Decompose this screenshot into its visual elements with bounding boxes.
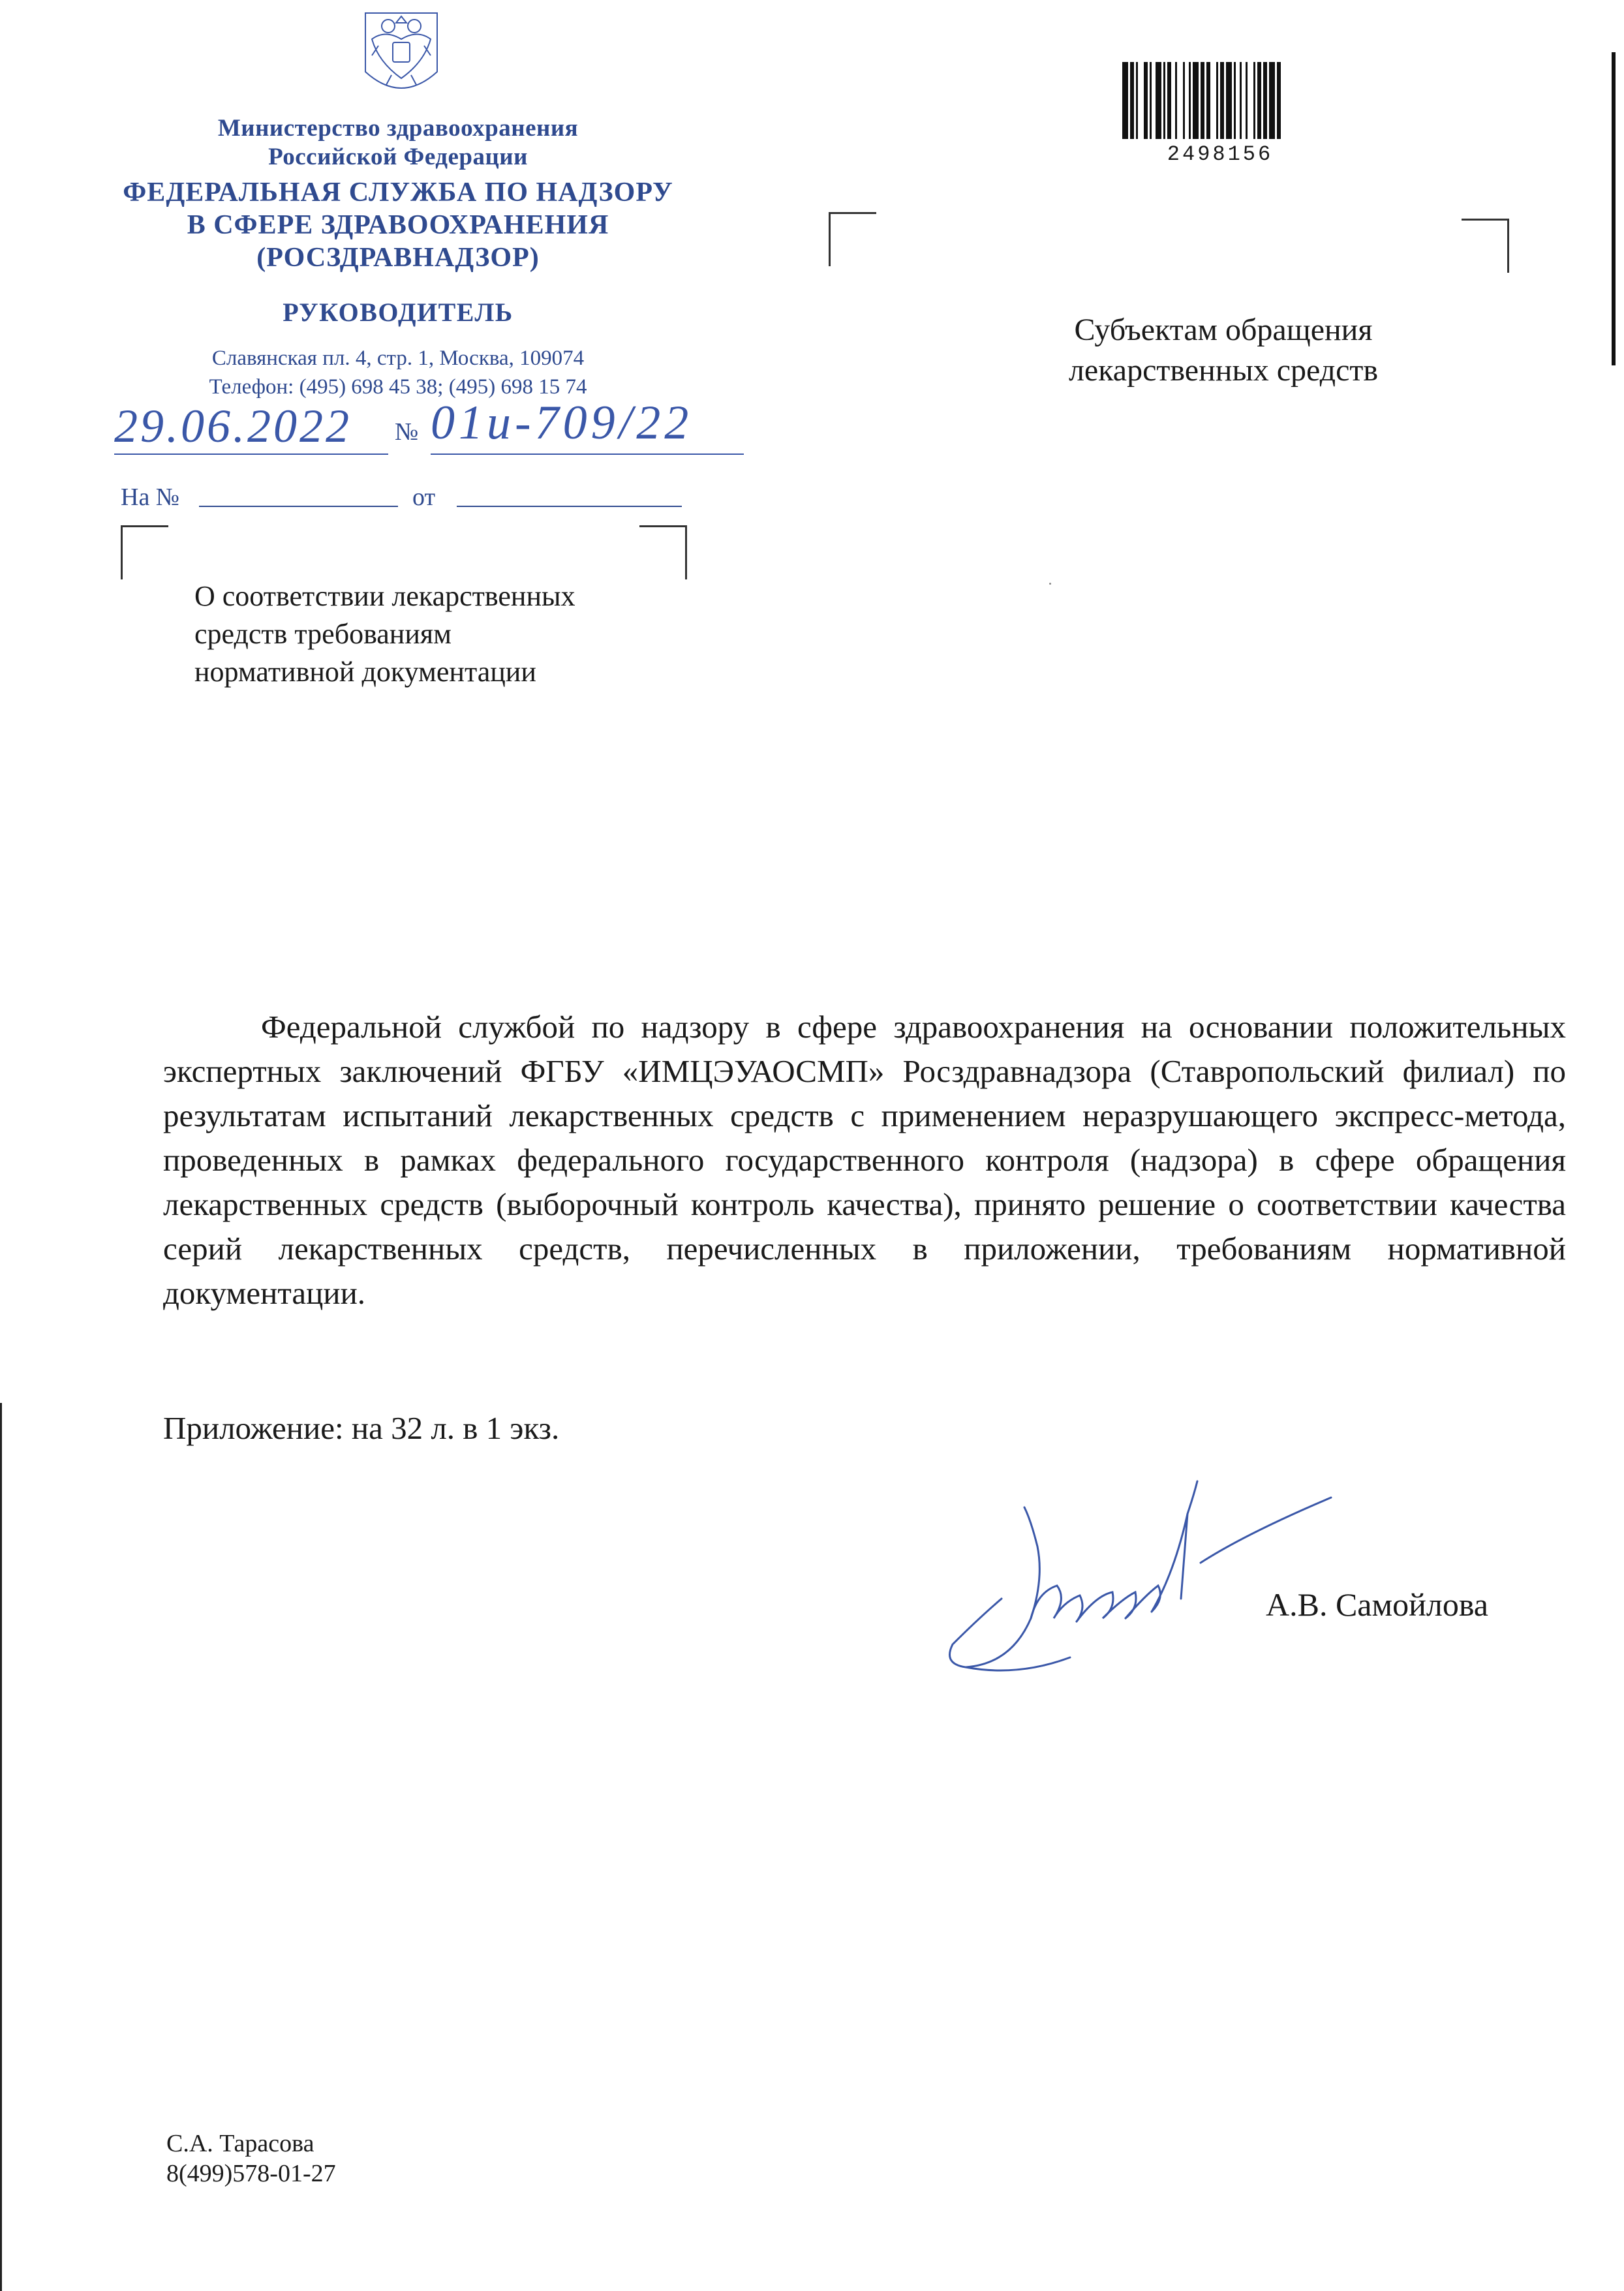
barcode-bar: [1253, 62, 1255, 139]
barcode-bar: [1226, 62, 1232, 139]
sender-address: [130, 344, 666, 401]
barcode-bar: [1277, 62, 1281, 139]
number-sign: №: [395, 418, 419, 446]
barcode-bar: [1156, 62, 1161, 139]
barcode-bar: [1130, 62, 1134, 139]
subject-line-2: средств требованиям: [194, 618, 452, 650]
address-line: Славянская пл. 4, стр. 1, Москва, 109074: [211, 346, 585, 370]
executor-phone: 8(499)578-01-27: [166, 2160, 336, 2187]
addressee: [1002, 310, 1445, 391]
barcode-bar: [1240, 62, 1242, 139]
number-underline: [431, 454, 744, 455]
date-underline: [114, 454, 388, 455]
barcode-bar: [1206, 62, 1210, 139]
barcode-bar: [1269, 62, 1275, 139]
scan-edge-right: [1612, 52, 1616, 365]
addressee-corner-right: [1462, 219, 1509, 273]
ministry-line-1: Министерство здравоохранения: [217, 115, 579, 142]
coat-of-arms-emblem: [352, 0, 450, 104]
appendix-note: Приложение: на 32 л. в 1 экз.: [163, 1410, 560, 1446]
letter-body: Федеральной службой по надзору в сфере здравоохранения на основании положительных экспертных заключений ФГБУ «ИМЦЭУАОСМП» Росздравнадзора (Ставропольский филиал) по результатам испытаний лекарственных средств с применением неразрушающего экспресс-метода, проведенных в рамках федерального государственного контроля (надзора) в сфере обращения лекарственных средств (выборочный контроль качества), принято решение о соответствии качества серий лекарственных средств, перечисленных в приложении, требованиям нормативной документации.: [163, 1009, 1566, 1311]
executor-name: С.А. Тарасова: [166, 2130, 314, 2157]
barcode-bar: [1257, 62, 1261, 139]
barcode-bar: [1175, 62, 1177, 139]
barcode-bar: [1216, 62, 1218, 139]
barcode-bar: [1263, 62, 1267, 139]
reply-number-blank: [199, 506, 398, 507]
executor-info: [166, 2129, 336, 2189]
barcode-bar: [1136, 62, 1138, 139]
ministry-line-2: Российской Федерации: [268, 144, 528, 170]
barcode-bar: [1220, 62, 1224, 139]
barcode-bar: [1183, 62, 1185, 139]
barcode-bar: [1144, 62, 1148, 139]
addressee-corner-left: [829, 212, 876, 266]
signer-name: А.В. Самойлова: [1266, 1586, 1488, 1623]
registration-date: 29.06.2022: [114, 400, 352, 452]
registration-number: 01и-709/22: [431, 396, 693, 450]
scan-speck: [1049, 583, 1051, 585]
scan-edge-left: [0, 1403, 2, 2291]
addressee-line-2: лекарственных средств: [1068, 353, 1379, 388]
service-name: [98, 176, 698, 274]
reply-date-blank: [457, 506, 682, 507]
barcode-bar: [1150, 62, 1152, 139]
service-line-3: (РОСЗДРАВНАДЗОР): [256, 243, 540, 273]
ministry-name: [130, 114, 666, 172]
barcode-bar: [1167, 62, 1171, 139]
addressee-line-1: Субъектам обращения: [1074, 313, 1373, 347]
barcode-number: 2498156: [1167, 142, 1274, 166]
barcode-bar: [1193, 62, 1199, 139]
service-line-2: В СФЕРЕ ЗДРАВООХРАНЕНИЯ: [187, 210, 609, 240]
service-line-1: ФЕДЕРАЛЬНАЯ СЛУЖБА ПО НАДЗОРУ: [123, 177, 673, 208]
reply-from-label: от: [412, 484, 436, 511]
barcode-bar: [1122, 62, 1128, 139]
subject-corner-left: [121, 525, 168, 579]
subject-line-3: нормативной документации: [194, 656, 536, 688]
barcode-bar: [1189, 62, 1191, 139]
reply-number-label: На №: [121, 484, 180, 511]
barcode-bar: [1234, 62, 1236, 139]
barcode: [1122, 62, 1318, 147]
handwritten-signature: [940, 1468, 1344, 1684]
barcode-bar: [1163, 62, 1165, 139]
subject-corner-right: [639, 525, 687, 579]
barcode-bar: [1246, 62, 1248, 139]
letter-subject: [194, 577, 575, 691]
head-title: РУКОВОДИТЕЛЬ: [283, 298, 513, 327]
subject-line-1: О соответствии лекарственных: [194, 580, 575, 612]
phone-line: Телефон: (495) 698 45 38; (495) 698 15 74: [209, 375, 587, 399]
barcode-bar: [1201, 62, 1204, 139]
